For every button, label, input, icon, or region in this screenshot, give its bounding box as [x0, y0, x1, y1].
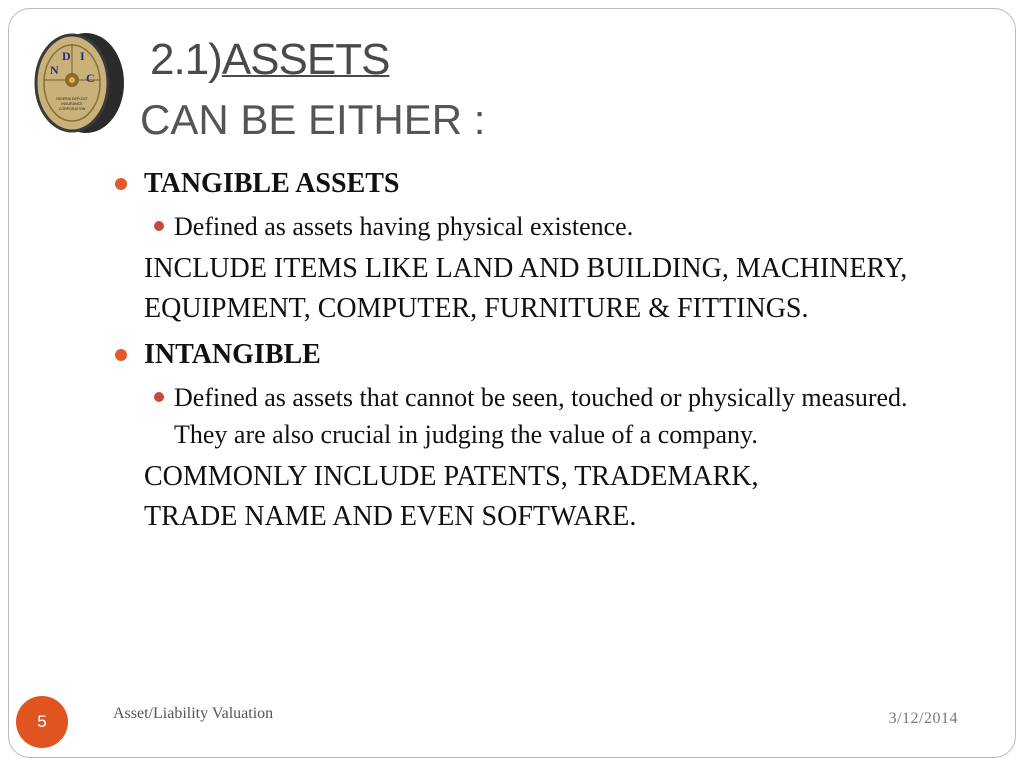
logo-letter-i: I: [80, 49, 85, 63]
tangible-heading-text: TANGIBLE ASSETS: [144, 168, 400, 199]
logo-caption: NIGERIA DEPOSIT: [56, 97, 88, 101]
tangible-definition-text: Defined as assets having physical existence.: [174, 212, 634, 241]
tangible-examples: INCLUDE ITEMS LIKE LAND AND BUILDING, MACHINERY, EQUIPMENT, COMPUTER, FURNITURE & FITTINGS.: [144, 253, 908, 324]
bullet-icon: [115, 178, 127, 190]
intangible-examples: COMMONLY INCLUDE PATENTS, TRADEMARK, TRADE NAME AND EVEN SOFTWARE.: [144, 461, 759, 532]
tangible-heading: [112, 166, 952, 202]
bullet-icon: [154, 392, 164, 402]
title-prefix: 2.1): [150, 35, 222, 84]
slide-subtitle: CAN BE EITHER :: [140, 96, 486, 143]
svg-text:CORPORATION: CORPORATION: [58, 107, 86, 111]
logo-letter-c: C: [86, 71, 95, 85]
slide-number-badge: 5: [16, 696, 68, 748]
intangible-definition: [112, 379, 952, 453]
tangible-definition: [112, 208, 952, 245]
slide-title: [150, 34, 389, 86]
footer-title: Asset/Liability Valuation: [113, 705, 274, 722]
title-main: ASSETS: [221, 35, 390, 84]
slide-content: [112, 166, 952, 537]
footer-date: 3/12/2014: [888, 710, 958, 727]
intangible-heading: [112, 337, 952, 373]
bullet-icon: [154, 221, 164, 231]
ndic-logo: [28, 30, 126, 136]
intangible-definition-text: Defined as assets that cannot be seen, touched or physically measured. They are also crucial in judging the value of a company.: [174, 383, 908, 449]
bullet-icon: [115, 349, 127, 361]
logo-letter-d: D: [62, 49, 71, 63]
intangible-heading-text: INTANGIBLE: [144, 339, 321, 370]
logo-letter-n: N: [50, 63, 59, 77]
svg-text:INSURANCE: INSURANCE: [61, 102, 83, 106]
